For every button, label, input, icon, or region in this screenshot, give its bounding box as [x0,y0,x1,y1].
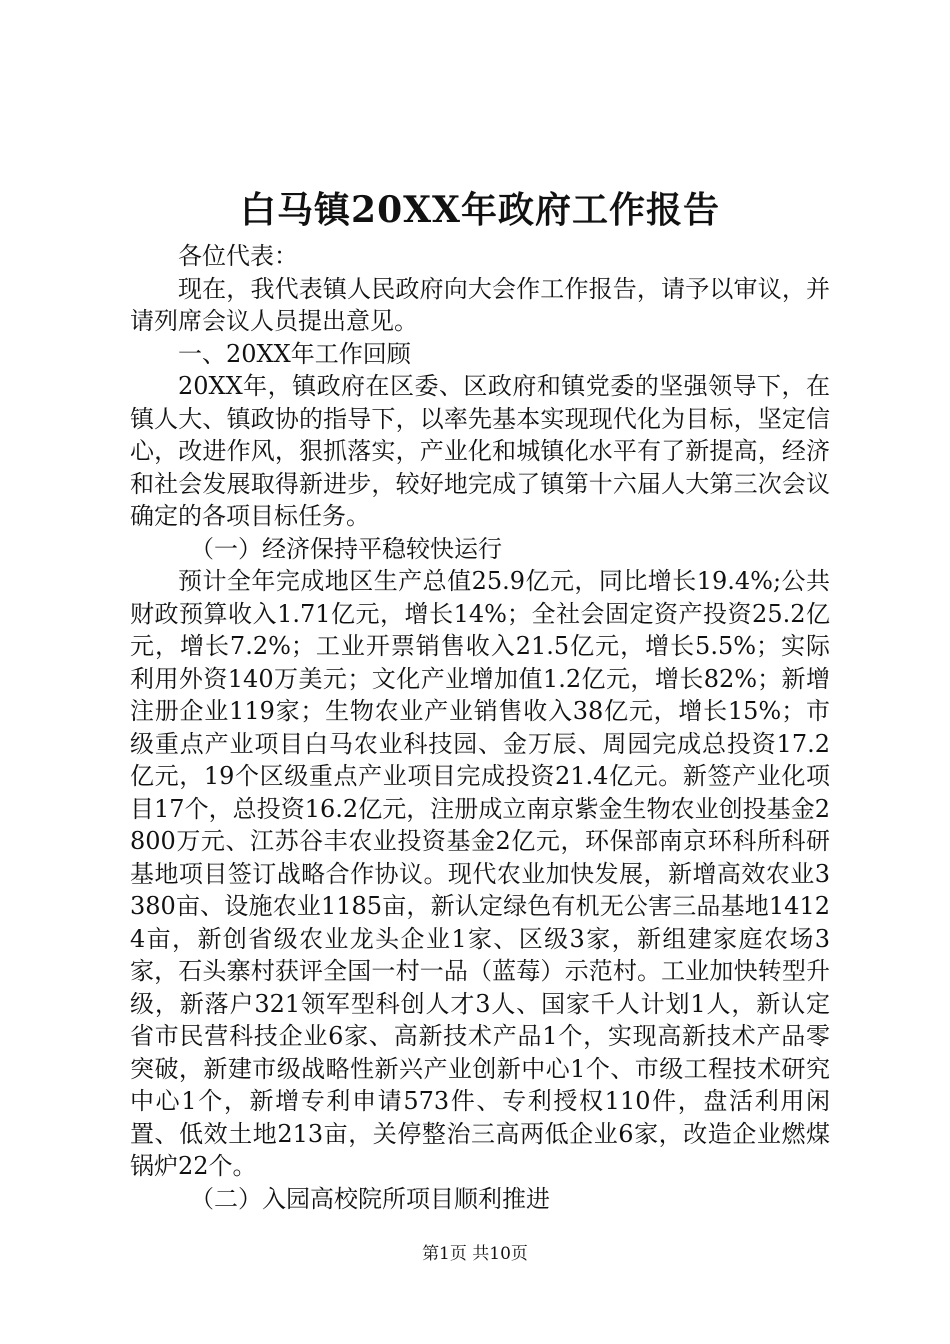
page-footer: 第1页 共10页 [422,1244,528,1264]
subsection-heading-economy: （一）经济保持平稳较快运行 [190,534,502,563]
document-body [130,180,830,1215]
document-title: 白马镇20XX年政府工作报告 [240,189,720,231]
summary-paragraph: 20XX年，镇政府在区委、区政府和镇党委的坚强领导下，在镇人大、镇政协的指导下，以率先基本实现现代化为目标，坚定信心，改进作风，狠抓落实，产业化和城镇化水平有了新提高，经济和社会发展取得新进步，较好地完成了镇第十六届人大第三次会议确定的各项目标任务。 [130,372,830,530]
subsection-heading-universities: （二）入园高校院所项目顺利推进 [190,1184,550,1213]
report-text [130,240,830,1215]
intro-paragraph: 现在，我代表镇人民政府向大会作工作报告，请予以审议，并请列席会议人员提出意见。 [130,274,830,335]
salutation: 各位代表： [178,242,298,270]
economy-paragraph: 预计全年完成地区生产总值25.9亿元，同比增长19.4%;公共财政预算收入1.71亿元，增长14%；全社会固定资产投资25.2亿元，增长7.2%；工业开票销售收入21.5亿元，增长5.5%；实际利用外资140万美元；文化产业增加值1.2亿元，增长82%；新增注册企业119家；生物农业产业销售收入38亿元，增长15%；市级重点产业项目白马农业科技园、金万辰、周园完成总投资17.2亿元，19个区级重点产业项目完成投资21.4亿元。新签产业化项目17个，总投资16.2亿元，注册成立南京紫金生物农业创投基金2800万元、江苏谷丰农业投资基金2亿元，环保部南京环科所科研基地项目签订战略合作协议。现代农业加快发展，新增高效农业3380亩、设施农业1185亩，新认定绿色有机无公害三品基地14124亩，新创省级农业龙头企业1家、区级3家，新组建家庭农场3家，石头寨村获评全国一村一品（蓝莓）示范村。工业加快转型升级，新落户321领军型科创人才3人、国家千人计划1人，新认定省市民营科技企业6家、高新技术产品1个，实现高新技术产品零突破，新建市级战略性新兴产业创新中心1个、市级工程技术研究中心1个，新增专利申请573件、专利授权110件，盘活利用闲置、低效土地213亩，关停整治三高两低企业6家，改造企业燃煤锅炉22个。 [130,567,830,1180]
section-heading: 一、20XX年工作回顾 [178,339,411,368]
